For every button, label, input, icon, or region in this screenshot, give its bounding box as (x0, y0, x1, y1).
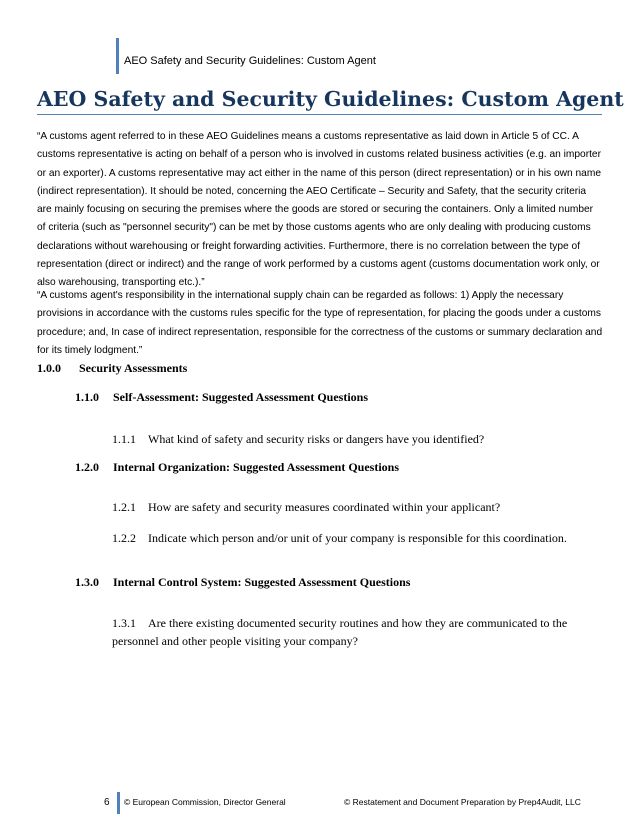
section-number: 1.0.0 (37, 361, 61, 375)
question-text: What kind of safety and security risks or dangers have you identified? (148, 432, 485, 446)
question-text: How are safety and security measures coordinated within your applicant? (148, 500, 501, 514)
question-number: 1.2.1 (112, 500, 136, 514)
section-title: Security Assessments (79, 361, 188, 375)
question-1-3-1 (112, 614, 604, 650)
question-1-1-1 (112, 430, 604, 448)
footer-copyright-left: © European Commission, Director General (124, 797, 286, 807)
footer-copyright-right: © Restatement and Document Preparation by Prep4Audit, LLC (344, 797, 581, 807)
question-text: Are there existing documented security routines and how they are communicated to the personnel and other people visiting your company? (112, 616, 568, 648)
footer-accent-bar (117, 792, 120, 814)
section-title: Internal Organization: Suggested Assessment Questions (113, 460, 400, 474)
section-title: Internal Control System: Suggested Assessment Questions (113, 575, 411, 589)
question-1-2-1 (112, 498, 604, 516)
question-number: 1.2.2 (112, 531, 136, 545)
section-1-3-0 (75, 575, 410, 590)
section-number: 1.3.0 (75, 575, 99, 589)
header-accent-bar (116, 38, 119, 74)
section-number: 1.1.0 (75, 390, 99, 404)
section-1-1-0 (75, 390, 368, 405)
running-header: AEO Safety and Security Guidelines: Custom Agent (124, 55, 376, 67)
page-title: AEO Safety and Security Guidelines: Custom Agent (37, 87, 624, 111)
question-text: Indicate which person and/or unit of your company is responsible for this coordination. (148, 531, 567, 545)
intro-paragraph-definition: “A customs agent referred to in these AEO Guidelines means a customs representative as laid down in Article 5 of CC. A customs representative is acting on behalf of a person who is involved in customs related business activities (e.g. an importer or an exporter). A customs representative may act either in the name of this person (direct representation) or in his own name (indirect representation). It should be noted, concerning the AEO Certificate – Security and Safety, that the security criteria are mainly focusing on securing the premises where the goods are stored or securing the containers. Only a limited number of criteria (such as "personnel security") can be met by those customs agents who are only dealing with producing customs declarations without warehousing or freight forwarding activities. Furthermore, there is no correlation between the type of representation (direct or indirect) and the range of work performed by a customs agent (customs documentation work only, or also warehousing, transporting etc.).” (37, 131, 601, 289)
question-number: 1.1.1 (112, 432, 136, 446)
title-underline (37, 114, 602, 115)
question-number: 1.3.1 (112, 616, 136, 630)
section-title: Self-Assessment: Suggested Assessment Questions (113, 390, 369, 404)
question-1-2-2 (112, 529, 604, 547)
page-number: 6 (104, 797, 110, 808)
section-1-0-0 (37, 361, 187, 376)
section-number: 1.2.0 (75, 460, 99, 474)
section-1-2-0 (75, 460, 399, 475)
intro-paragraph-responsibility: “A customs agent's responsibility in the international supply chain can be regarded as follows: 1) Apply the necessary provisions in accordance with the customs rules specific for the type of representation, for placing the goods under a customs procedure; and, In case of indirect representation, responsible for the correctness of the customs or summary declaration and for its timely lodgment.” (37, 290, 603, 356)
